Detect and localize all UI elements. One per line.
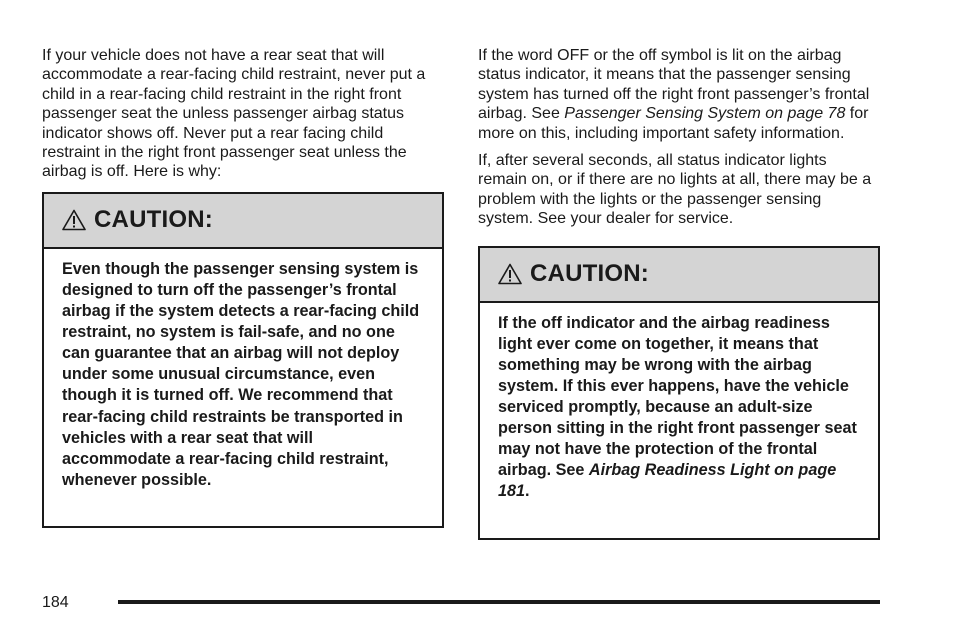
page-number: 184 [42,594,69,611]
caution-body-text: If the off indicator and the airbag readiness light ever come on together, it means that something may be wrong with the airbag system. If this ever happens, have the vehicle serviced promptly, because an adult-size person sitting in the right front passenger seat may not have the protection of the frontal airbag. See [498,313,857,480]
paragraph-text: for more on this, including important safety information. [478,105,869,142]
left-column [42,46,442,528]
caution-text: Even though the passenger sensing system is designed to turn off the passenger’s frontal airbag if the system detects a rear-facing child restraint, no system is fail-safe, and no one can guarantee that an airbag will not deploy under some unusual circumstance, even though it is turned off. We recommend that rear-facing child restraints be transported in vehicles with a rear seat that will accommodate a rear-facing child restraint, whenever possible. [62,259,420,489]
footer-rule [118,600,880,604]
cross-reference-link: Airbag Readiness Light on page 181 [498,461,837,501]
cross-reference-link: Passenger Sensing System on page 78 [564,105,846,123]
warning-triangle-icon [498,263,522,285]
caution-title: CAUTION: [94,206,213,234]
caution-title: CAUTION: [530,260,649,288]
status-lights-paragraph: If, after several seconds, all status indicator lights remain on, or if there are no lights at all, there may be a problem with the lights or the passenger sensing system. See your dealer for service. [478,152,872,228]
caution-box-left [42,192,444,528]
intro-paragraph: If your vehicle does not have a rear seat that will accommodate a rear-facing child restraint, never put a child in a rear-facing child restraint in the right front passenger seat the unless passenger airbag status indicator shows off. Never put a rear facing child restraint in the right front passenger seat unless the airbag is off. Here is why: [42,47,426,181]
caution-body-text: . [525,482,530,501]
right-column [478,46,878,540]
caution-text [480,303,878,519]
caution-box-right [478,246,880,540]
caution-header [44,194,442,249]
off-indicator-paragraph [478,46,878,143]
warning-triangle-icon [62,209,86,231]
paragraph-text: If the word OFF or the off symbol is lit on the airbag status indicator, it means that the passenger sensing system has turned off the right front passenger’s frontal airbag. See [478,47,870,123]
caution-header [480,248,878,303]
